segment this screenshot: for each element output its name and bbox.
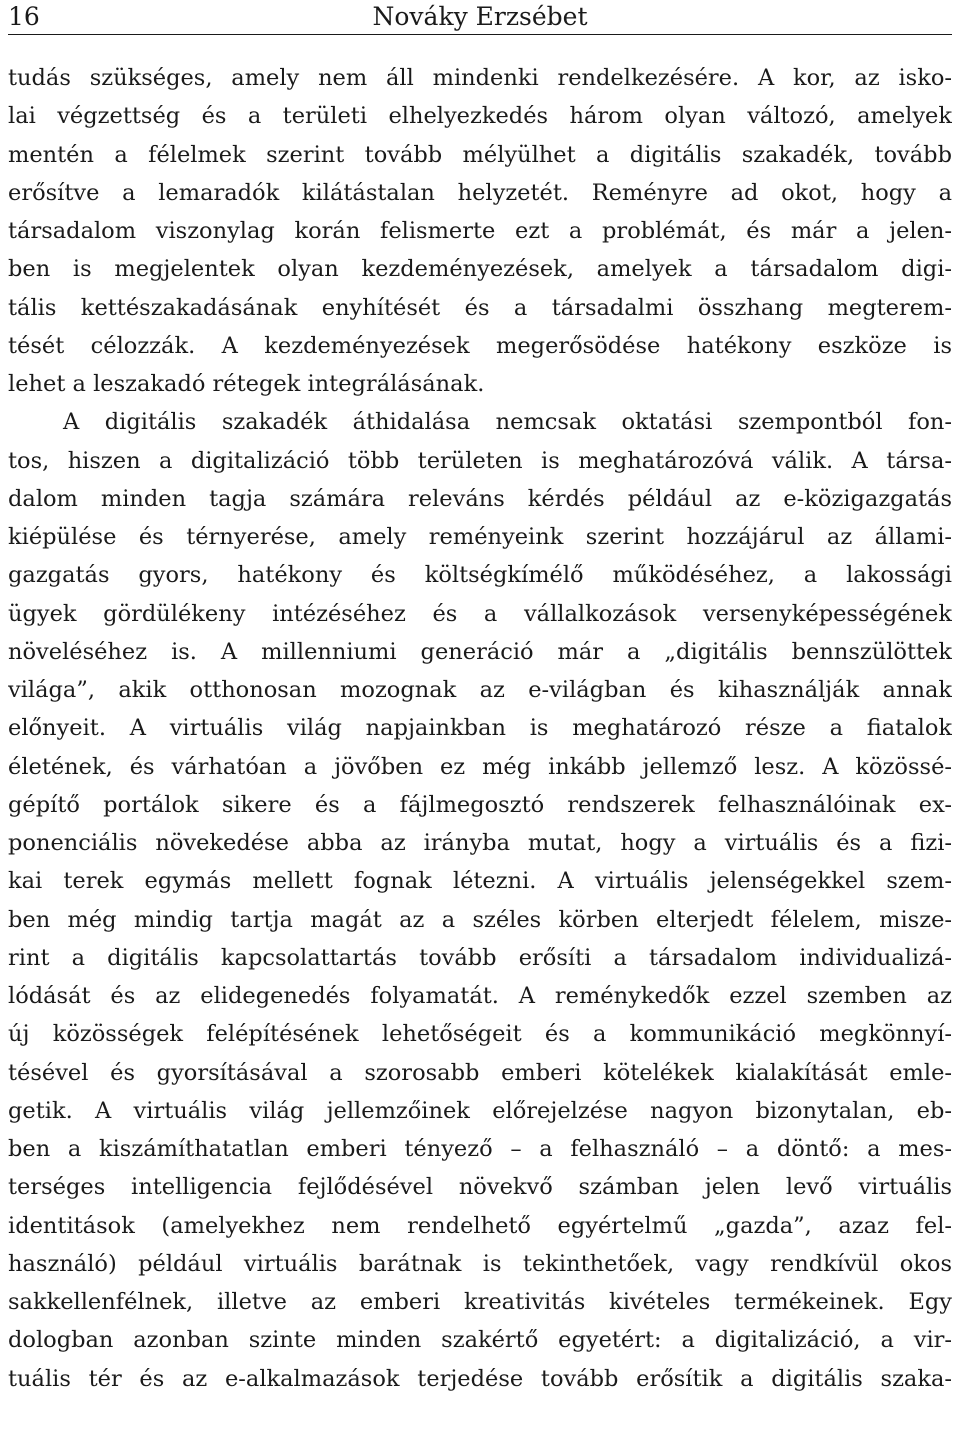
text-line: ben a kiszámíthatatlan emberi tényező – a felhasználó – a döntő: a mes- bbox=[8, 1136, 952, 1162]
body-text bbox=[8, 59, 952, 1398]
text-line: identitások (amelyekhez nem rendelhető egyértelmű „gazda”, azaz fel- bbox=[8, 1212, 952, 1239]
page-number: 16 bbox=[8, 2, 40, 31]
text-line: sakkellenfélnek, illetve az emberi kreativitás kivételes termékeinek. Egy bbox=[8, 1289, 952, 1315]
text-line: ben is megjelentek olyan kezdeményezések, amelyek a társadalom digi- bbox=[8, 256, 952, 283]
text-line: lehet a leszakadó rétegek integrálásának. bbox=[8, 371, 485, 397]
text-line: lai végzettség és a területi elhelyezkedés három olyan változó, amelyek bbox=[8, 103, 952, 130]
text-line: dologban azonban szinte minden szakértő egyetért: a digitalizáció, a vir- bbox=[8, 1327, 952, 1354]
text-line: rint a digitális kapcsolattartás tovább erősíti a társadalom individualizá- bbox=[8, 944, 952, 971]
text-line: kai terek egymás mellett fognak létezni. A virtuális jelenségekkel szem- bbox=[8, 868, 952, 895]
text-line: növeléséhez is. A millenniumi generáció már a „digitális bennszülöttek bbox=[8, 638, 952, 665]
text-line: getik. A virtuális világ jellemzőinek előrejelzése nagyon bizonytalan, eb- bbox=[8, 1097, 952, 1124]
text-line: használó) például virtuális barátnak is tekinthetőek, vagy rendkívül okos bbox=[8, 1250, 952, 1277]
text-line: ben még mindig tartja magát az a széles körben elterjedt félelem, misze- bbox=[8, 906, 952, 933]
text-line: kiépülése és térnyerése, amely reményeink szerint hozzájárul az állami- bbox=[8, 524, 952, 550]
text-line: tuális tér és az e-alkalmazások terjedése tovább erősítik a digitális szaka- bbox=[8, 1365, 952, 1392]
text-line: gazgatás gyors, hatékony és költségkímélő működéséhez, a lakossági bbox=[8, 562, 952, 589]
text-line: életének, és várhatóan a jövőben ez még inkább jellemző lesz. A közössé- bbox=[8, 753, 952, 780]
paragraph bbox=[8, 403, 952, 1398]
text-line: világa”, akik otthonosan mozognak az e-világban és kihasználják annak bbox=[8, 677, 952, 703]
text-line: mentén a félelmek szerint tovább mélyülhet a digitális szakadék, tovább bbox=[8, 141, 952, 168]
text-line: ponenciális növekedése abba az irányba mutat, hogy a virtuális és a fizi- bbox=[8, 830, 952, 856]
text-line: tos, hiszen a digitalizáció több területen is meghatározóvá válik. A társa- bbox=[8, 447, 952, 474]
page-header bbox=[8, 0, 952, 35]
text-line: új közösségek felépítésének lehetőségeit és a kommunikáció megkönnyí- bbox=[8, 1021, 952, 1048]
text-line: gépítő portálok sikere és a fájlmegosztó rendszerek felhasználóinak ex- bbox=[8, 791, 952, 818]
text-line: erősítve a lemaradók kilátástalan helyzetét. Reményre ad okot, hogy a bbox=[8, 179, 952, 206]
text-line: terséges intelligencia fejlődésével növekvő számban jelen levő virtuális bbox=[8, 1174, 952, 1201]
text-line: előnyeit. A virtuális világ napjainkban is meghatározó része a fiatalok bbox=[8, 715, 952, 742]
paragraph bbox=[8, 59, 952, 403]
text-line: tudás szükséges, amely nem áll mindenki rendelkezésére. A kor, az isko- bbox=[8, 65, 952, 91]
text-line: tésével és gyorsításával a szorosabb emberi kötelékek kialakítását emle- bbox=[8, 1059, 952, 1086]
running-head: Nováky Erzsébet bbox=[372, 2, 588, 31]
text-line: társadalom viszonylag korán felismerte ezt a problémát, és már a jelen- bbox=[8, 218, 952, 244]
text-line: tését célozzák. A kezdeményezések megerősödése hatékony eszköze is bbox=[8, 332, 952, 359]
text-line: dalom minden tagja számára releváns kérdés például az e-közigazgatás bbox=[8, 485, 952, 512]
text-line: A digitális szakadék áthidalása nemcsak oktatási szempontból fon- bbox=[63, 409, 952, 436]
text-line: tális kettészakadásának enyhítését és a társadalmi összhang megterem- bbox=[8, 294, 952, 321]
text-line: ügyek gördülékeny intézéséhez és a vállalkozások versenyképességének bbox=[8, 600, 952, 627]
text-line: lódását és az elidegenedés folyamatát. A reménykedők ezzel szemben az bbox=[8, 983, 952, 1009]
